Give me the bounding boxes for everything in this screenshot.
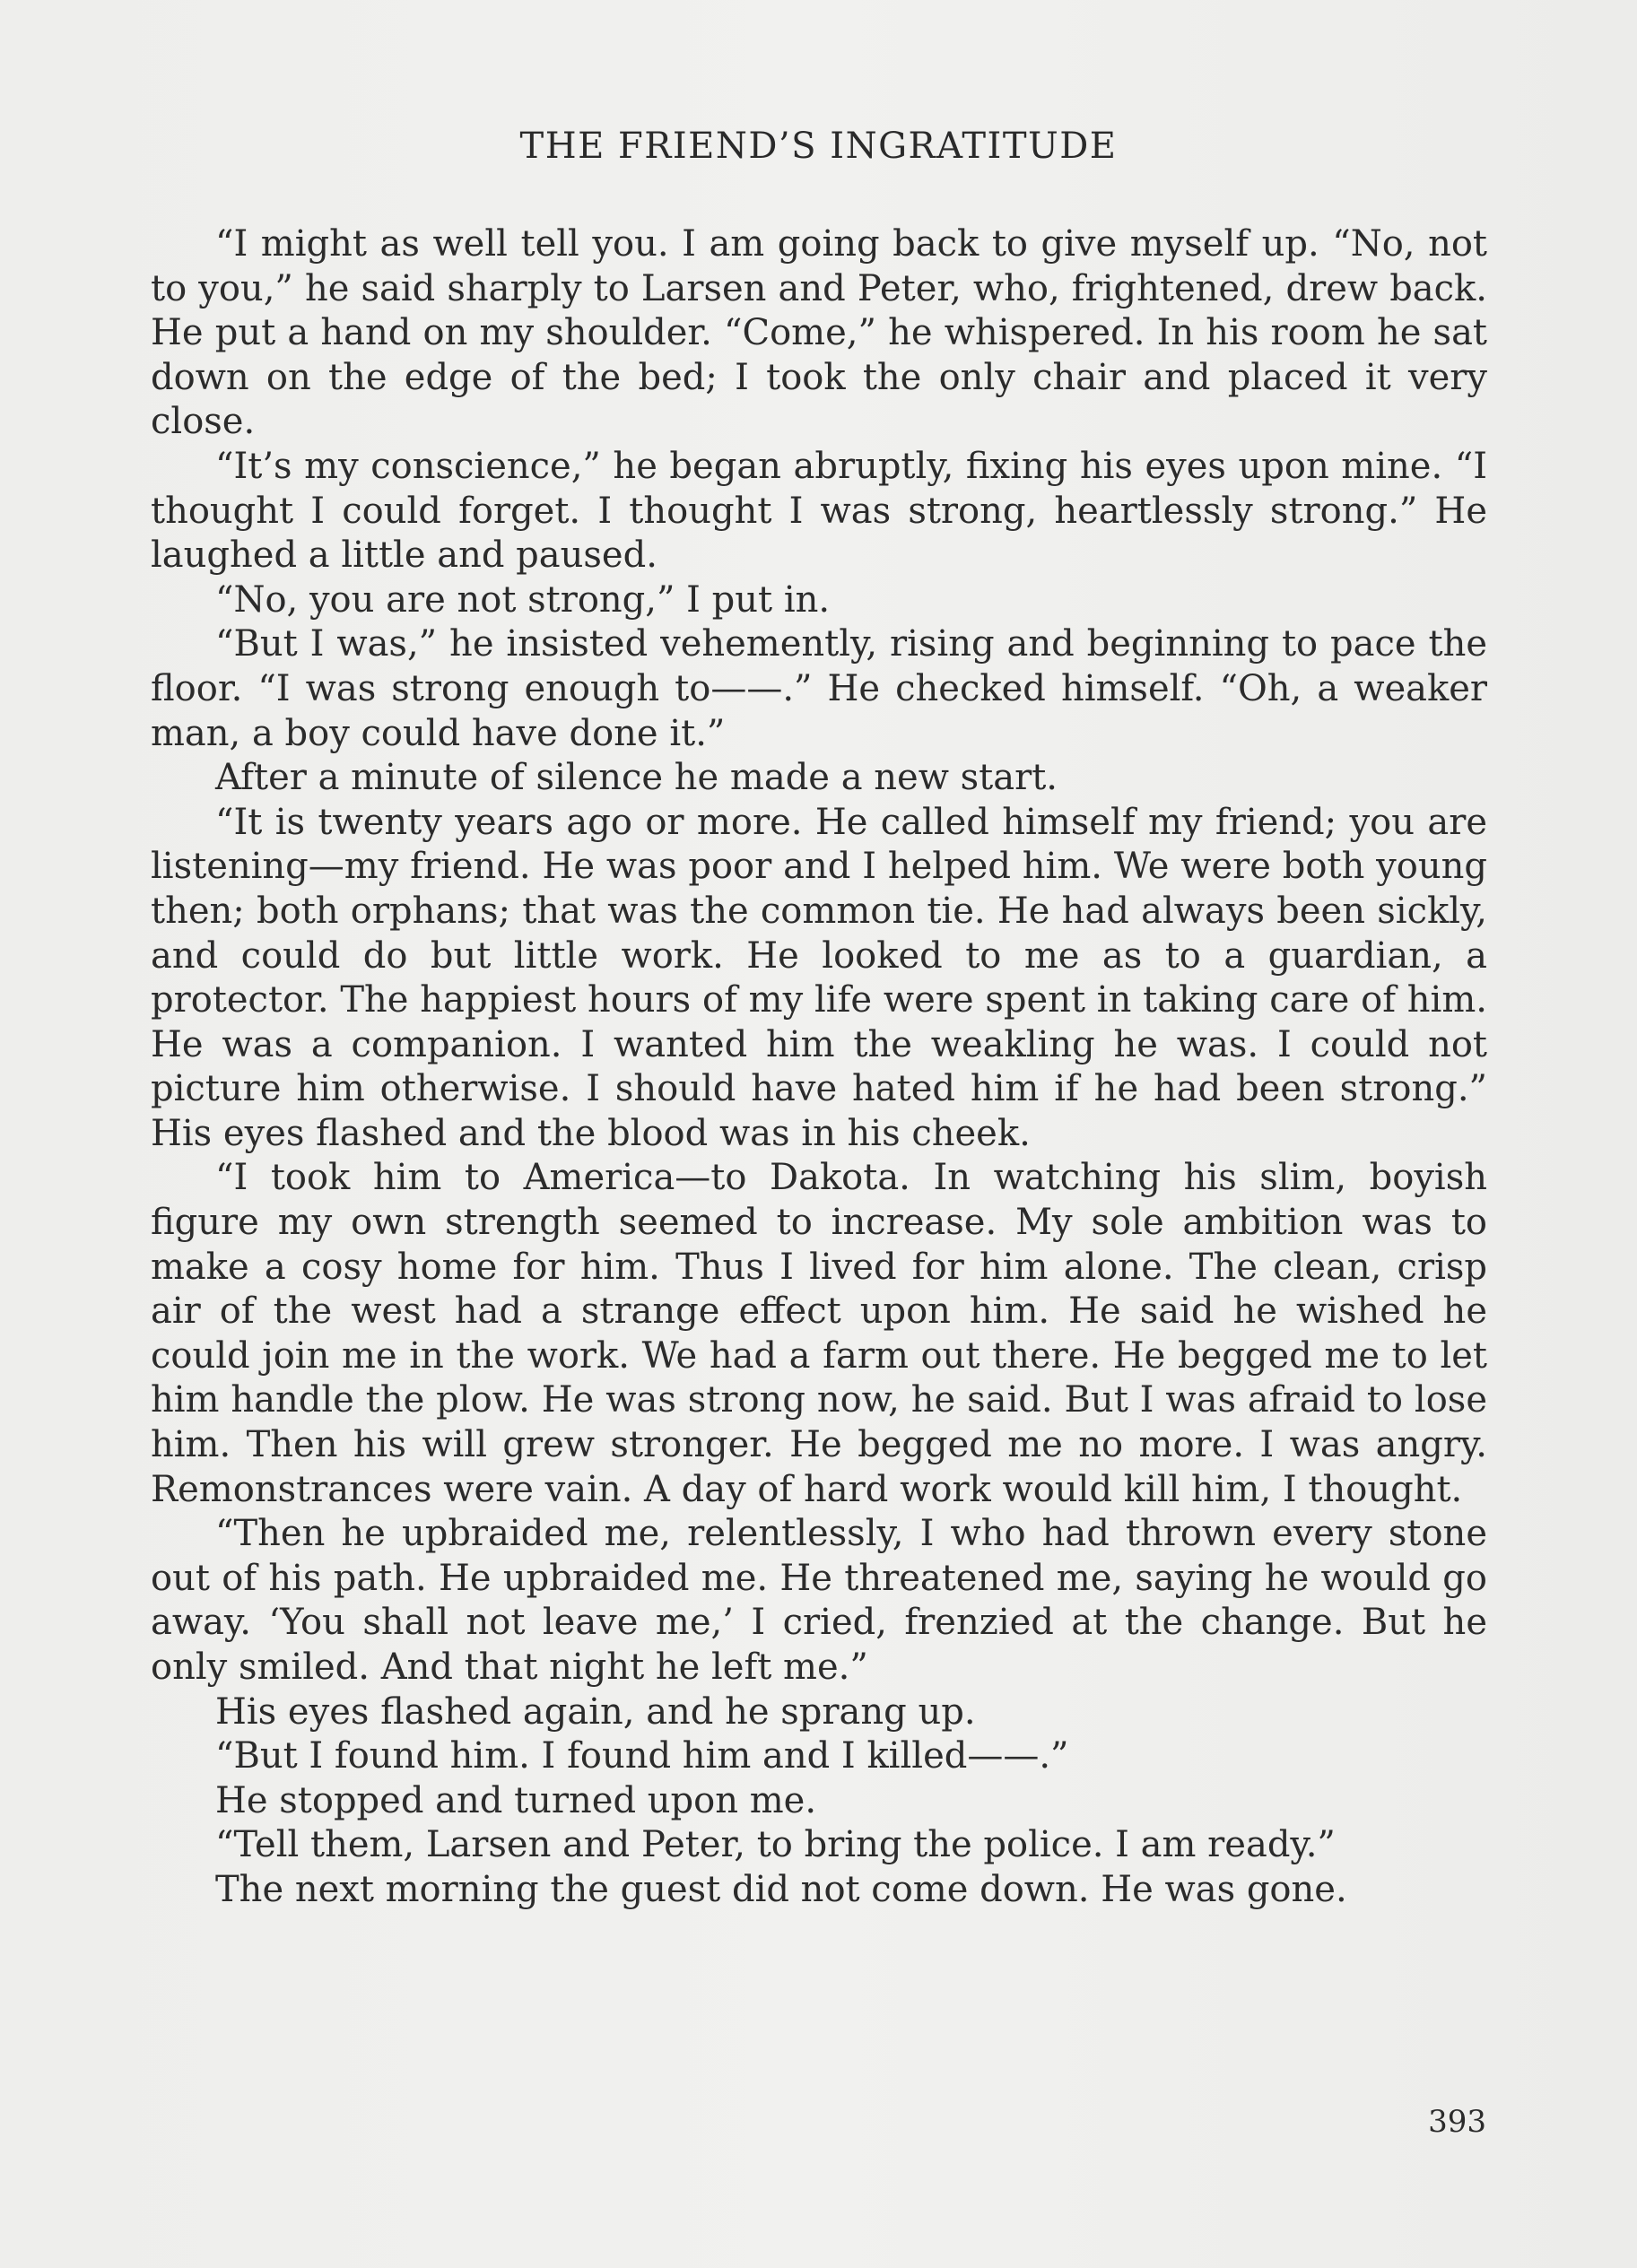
paragraph: “I took him to America—to Dakota. In watching his slim, boyish figure my own strength seemed to increase. My sole ambition was to make a cosy home for him. Thus I lived for him alone. The clean, crisp air of the west had a strange effect upon him. He said he wished he could join me in the work. We had a farm out there. He begged me to let him handle the plow. He was strong now, he said. But I was afraid to lose him. Then his will grew stronger. He begged me no more. I was angry. Remonstrances were vain. A day of hard work would kill him, I thought. bbox=[151, 1157, 1487, 1510]
paragraph: “It’s my conscience,” he began abruptly, fixing his eyes upon mine. “I thought I could forget. I thought I was strong, heartlessly strong.” He laughed a little and paused. bbox=[151, 445, 1487, 577]
running-header: THE FRIEND’S INGRATITUDE bbox=[519, 126, 1118, 167]
paragraph: “Then he upbraided me, relentlessly, I who had thrown every stone out of his path. He upbraided me. He threatened me, saying he would go away. ‘You shall not leave me,’ I cried, frenzied at the change. But he only smiled. And that night he left me.” bbox=[151, 1513, 1487, 1688]
paragraph: “But I was,” he insisted vehemently, rising and beginning to pace the floor. “I was strong enough to——.” He checked himself. “Oh, a weaker man, a boy could have done it.” bbox=[151, 623, 1487, 754]
paragraph: “Tell them, Larsen and Peter, to bring the police. I am ready.” bbox=[215, 1824, 1336, 1866]
paragraph: “But I found him. I found him and I killed——.” bbox=[215, 1735, 1069, 1777]
paragraph: The next morning the guest did not come down. He was gone. bbox=[215, 1868, 1347, 1910]
paragraph: “I might as well tell you. I am going back to give myself up. “No, not to you,” he said sharply to Larsen and Peter, who, frightened, drew back. He put a hand on my shoulder. “Come,” he whispered. In his room he sat down on the edge of the bed; I took the only chair and placed it very close. bbox=[151, 223, 1487, 443]
paragraph: “No, you are not strong,” I put in. bbox=[215, 578, 831, 621]
paragraph: He stopped and turned upon me. bbox=[215, 1779, 817, 1821]
body-text bbox=[151, 222, 1487, 1913]
paragraph: “It is twenty years ago or more. He called himself my friend; you are listening—my friend. He was poor and I helped him. We were both young then; both orphans; that was the common tie. He had always been sickly, and could do but little work. He looked to me as to a guardian, a protector. The happiest hours of my life were spent in taking care of him. He was a companion. I wanted him the weakling he was. I could not picture him otherwise. I should have hated him if he had been strong.” His eyes flashed and the blood was in his cheek. bbox=[151, 801, 1487, 1154]
paragraph: After a minute of silence he made a new start. bbox=[215, 757, 1058, 799]
paragraph: His eyes flashed again, and he sprang up. bbox=[215, 1690, 976, 1733]
page-number: 393 bbox=[1428, 2104, 1486, 2140]
